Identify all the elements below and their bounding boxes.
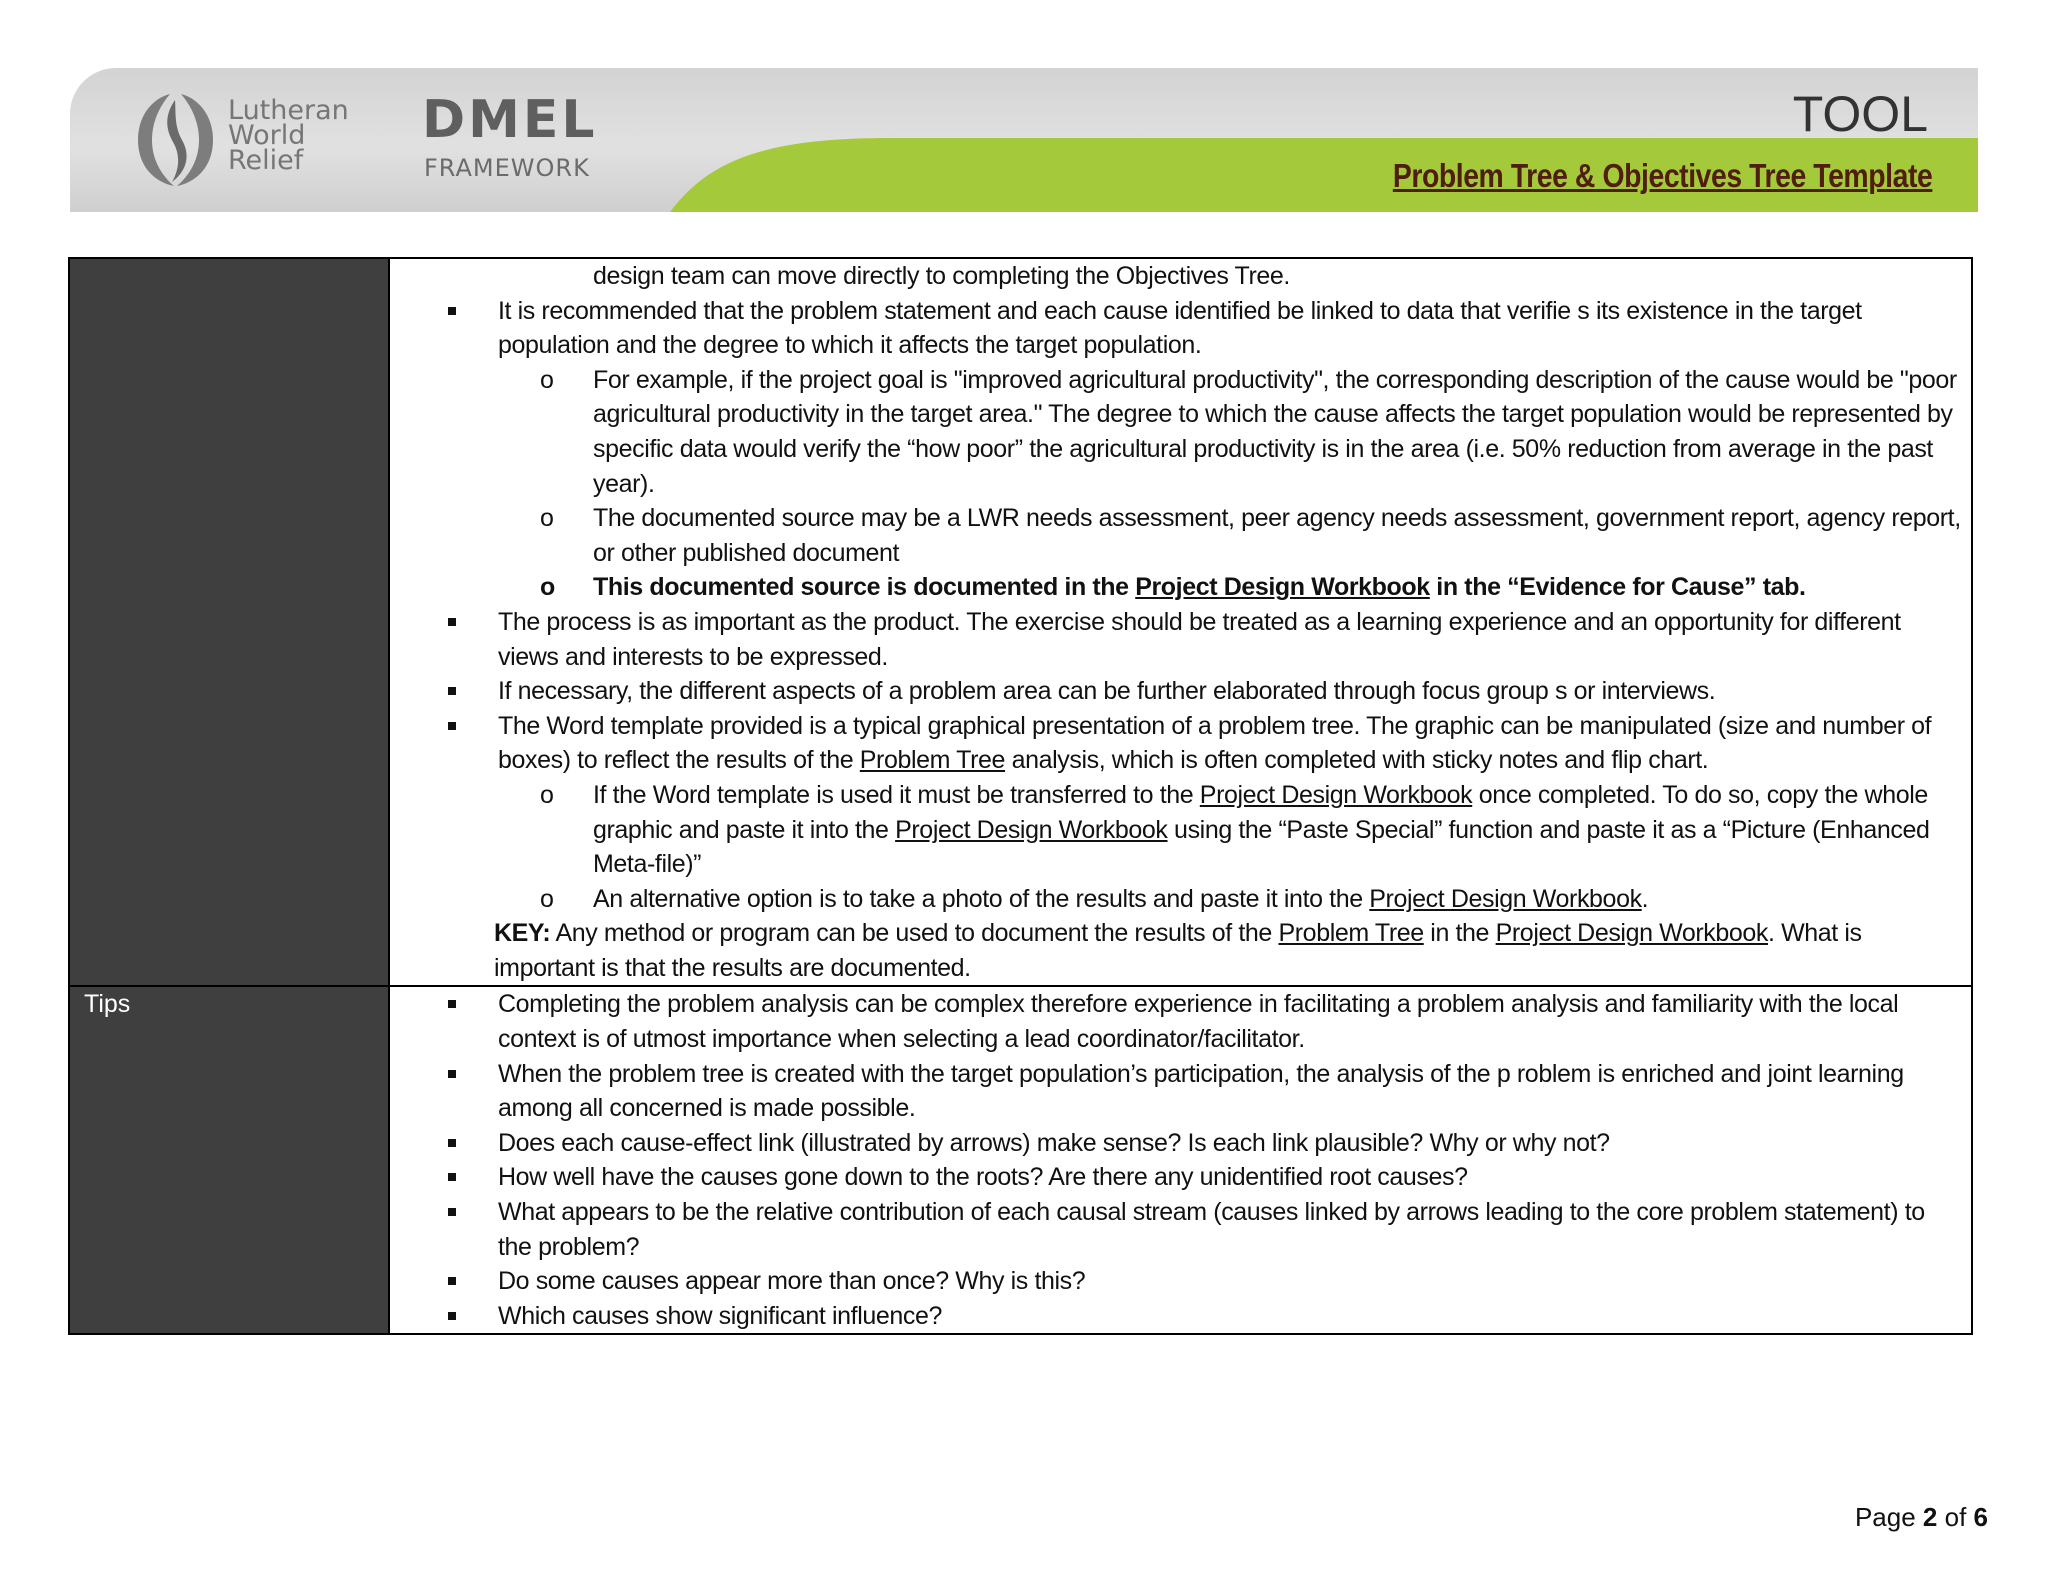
list-item: Completing the problem analysis can be complex therefore experience in facilitating a problem analysis and familiarity with the local context is of utmost importance when selecting a lead coordinator/facilitator. xyxy=(390,987,1963,1056)
workbook-link[interactable]: Project Design Workbook xyxy=(1199,780,1473,809)
row-label-cell xyxy=(69,258,389,986)
framework-title: DMEL xyxy=(422,90,598,150)
organization-name xyxy=(228,95,349,176)
continuation-text: design team can move directly to completing the Objectives Tree. xyxy=(593,262,1290,290)
tool-label: TOOL xyxy=(1792,86,1928,142)
sub-bullet-text: once completed. To do so, copy the whole graphic and paste it into the xyxy=(593,780,1928,844)
framework-subtitle: FRAMEWORK xyxy=(424,154,590,182)
bullet-list xyxy=(390,294,1963,917)
page-total: 6 xyxy=(1973,1502,1988,1532)
lutheran-world-relief-logo xyxy=(118,86,233,194)
list-item xyxy=(390,778,1963,882)
list-item: Does each cause-effect link (illustrated by arrows) make sense? Is each link plausible? Why or why not? xyxy=(390,1126,1963,1161)
table-row-tips xyxy=(69,986,1972,1334)
list-item xyxy=(390,674,1963,709)
bullet-text: If necessary, the different aspects of a problem area can be further elaborated through focus group s or interviews. xyxy=(498,677,1716,706)
sub-bullet-text: An alternative option is to take a photo of the results and paste it into the xyxy=(593,884,1370,913)
list-item: What appears to be the relative contribution of each causal stream (causes linked by arrows leading to the core problem statement) to the problem? xyxy=(390,1195,1963,1264)
page-current: 2 xyxy=(1922,1502,1938,1532)
list-item xyxy=(390,501,1963,570)
row-content xyxy=(390,987,1963,1333)
table-row-steps xyxy=(69,258,1972,986)
sub-bullet-text: The documented source may be a LWR needs assessment, peer agency needs assessment, government report, agency report, or other published document xyxy=(593,504,1961,567)
problem-tree-link[interactable]: Problem Tree xyxy=(859,746,1006,775)
page-of: of xyxy=(1937,1502,1974,1532)
list-item: Which causes show significant influence? xyxy=(390,1299,1963,1334)
sub-bullet-text: This documented source is documented in the xyxy=(593,573,1136,602)
workbook-link[interactable]: Project Design Workbook xyxy=(1369,884,1642,913)
list-item xyxy=(390,363,1963,501)
row-content xyxy=(390,259,1963,985)
sub-bullet-text: . xyxy=(1641,884,1649,913)
row-content-cell xyxy=(389,986,1972,1334)
page-number xyxy=(1855,1502,1988,1532)
key-text: in the xyxy=(1423,919,1496,948)
sub-bullet-text: If the Word template is used it must be transferred to the xyxy=(593,780,1200,809)
bullet-text: analysis, which is often completed with sticky notes and flip chart. xyxy=(1005,746,1709,775)
list-item: Do some causes appear more than once? Why is this? xyxy=(390,1264,1963,1299)
workbook-link[interactable]: Project Design Workbook xyxy=(1495,919,1769,948)
document-title: Problem Tree & Objectives Tree Template xyxy=(1392,157,1932,194)
org-name-line-1: Lutheran xyxy=(228,95,349,126)
sub-bullet-text: using the “Paste Special” function and paste it as a “Picture (Enhanced Meta-file)” xyxy=(593,815,1930,879)
sub-bullet-list xyxy=(390,778,1963,916)
bullet-text: The process is as important as the product. The exercise should be treated as a learning experience and an opportunity for different views and interests to be expressed. xyxy=(498,607,1901,671)
org-name-line-2: World xyxy=(228,120,306,151)
bullet-text: The Word template provided is a typical graphical presentation of a problem tree. The graphic can be manipulated (size and number of boxes) to reflect the results of the xyxy=(498,711,1932,775)
list-item xyxy=(390,882,1963,917)
bullet-text: It is recommended that the problem statement and each cause identified be linked to data that verifie s its existence in the target population and the degree to which it affects the target population. xyxy=(498,296,1862,360)
problem-tree-link[interactable]: Problem Tree xyxy=(1278,919,1424,948)
list-item xyxy=(390,605,1963,674)
row-content-cell xyxy=(389,258,1972,986)
sub-bullet-list xyxy=(390,363,1963,605)
row-label-cell xyxy=(69,986,389,1334)
key-paragraph xyxy=(390,916,1963,985)
key-text: Any method or program can be used to document the results of the xyxy=(550,919,1279,948)
workbook-link[interactable]: Project Design Workbook xyxy=(895,815,1168,844)
guidance-table xyxy=(68,257,1973,1335)
list-item: When the problem tree is created with the target population’s participation, the analysis of the p roblem is enriched and joint learning among all concerned is made possible. xyxy=(390,1057,1963,1126)
header-banner xyxy=(70,68,1978,212)
org-name-line-3: Relief xyxy=(228,145,304,176)
list-item xyxy=(390,570,1963,605)
tips-list xyxy=(390,987,1963,1333)
key-label: KEY: xyxy=(494,919,551,948)
row-label-tips: Tips xyxy=(84,990,131,1019)
sub-bullet-text: in the “Evidence for Cause” tab. xyxy=(1429,573,1806,602)
sub-bullet-text: For example, if the project goal is "improved agricultural productivity", the corresponding description of the cause would be "poor agricultural productivity in the target area." The degree to which the cause affects the target population would be represented by specific data would verify the “how poor” the agricultural productivity is in the area (i.e. 50% reduction from average in the past year). xyxy=(593,365,1957,498)
list-item: How well have the causes gone down to the roots? Are there any unidentified root causes? xyxy=(390,1160,1963,1195)
key-text: . What is important is that the results are documented. xyxy=(494,919,1862,982)
workbook-link[interactable]: Project Design Workbook xyxy=(1135,573,1430,602)
page-prefix: Page xyxy=(1854,1502,1923,1532)
list-item xyxy=(390,294,1963,605)
list-item xyxy=(390,709,1963,917)
